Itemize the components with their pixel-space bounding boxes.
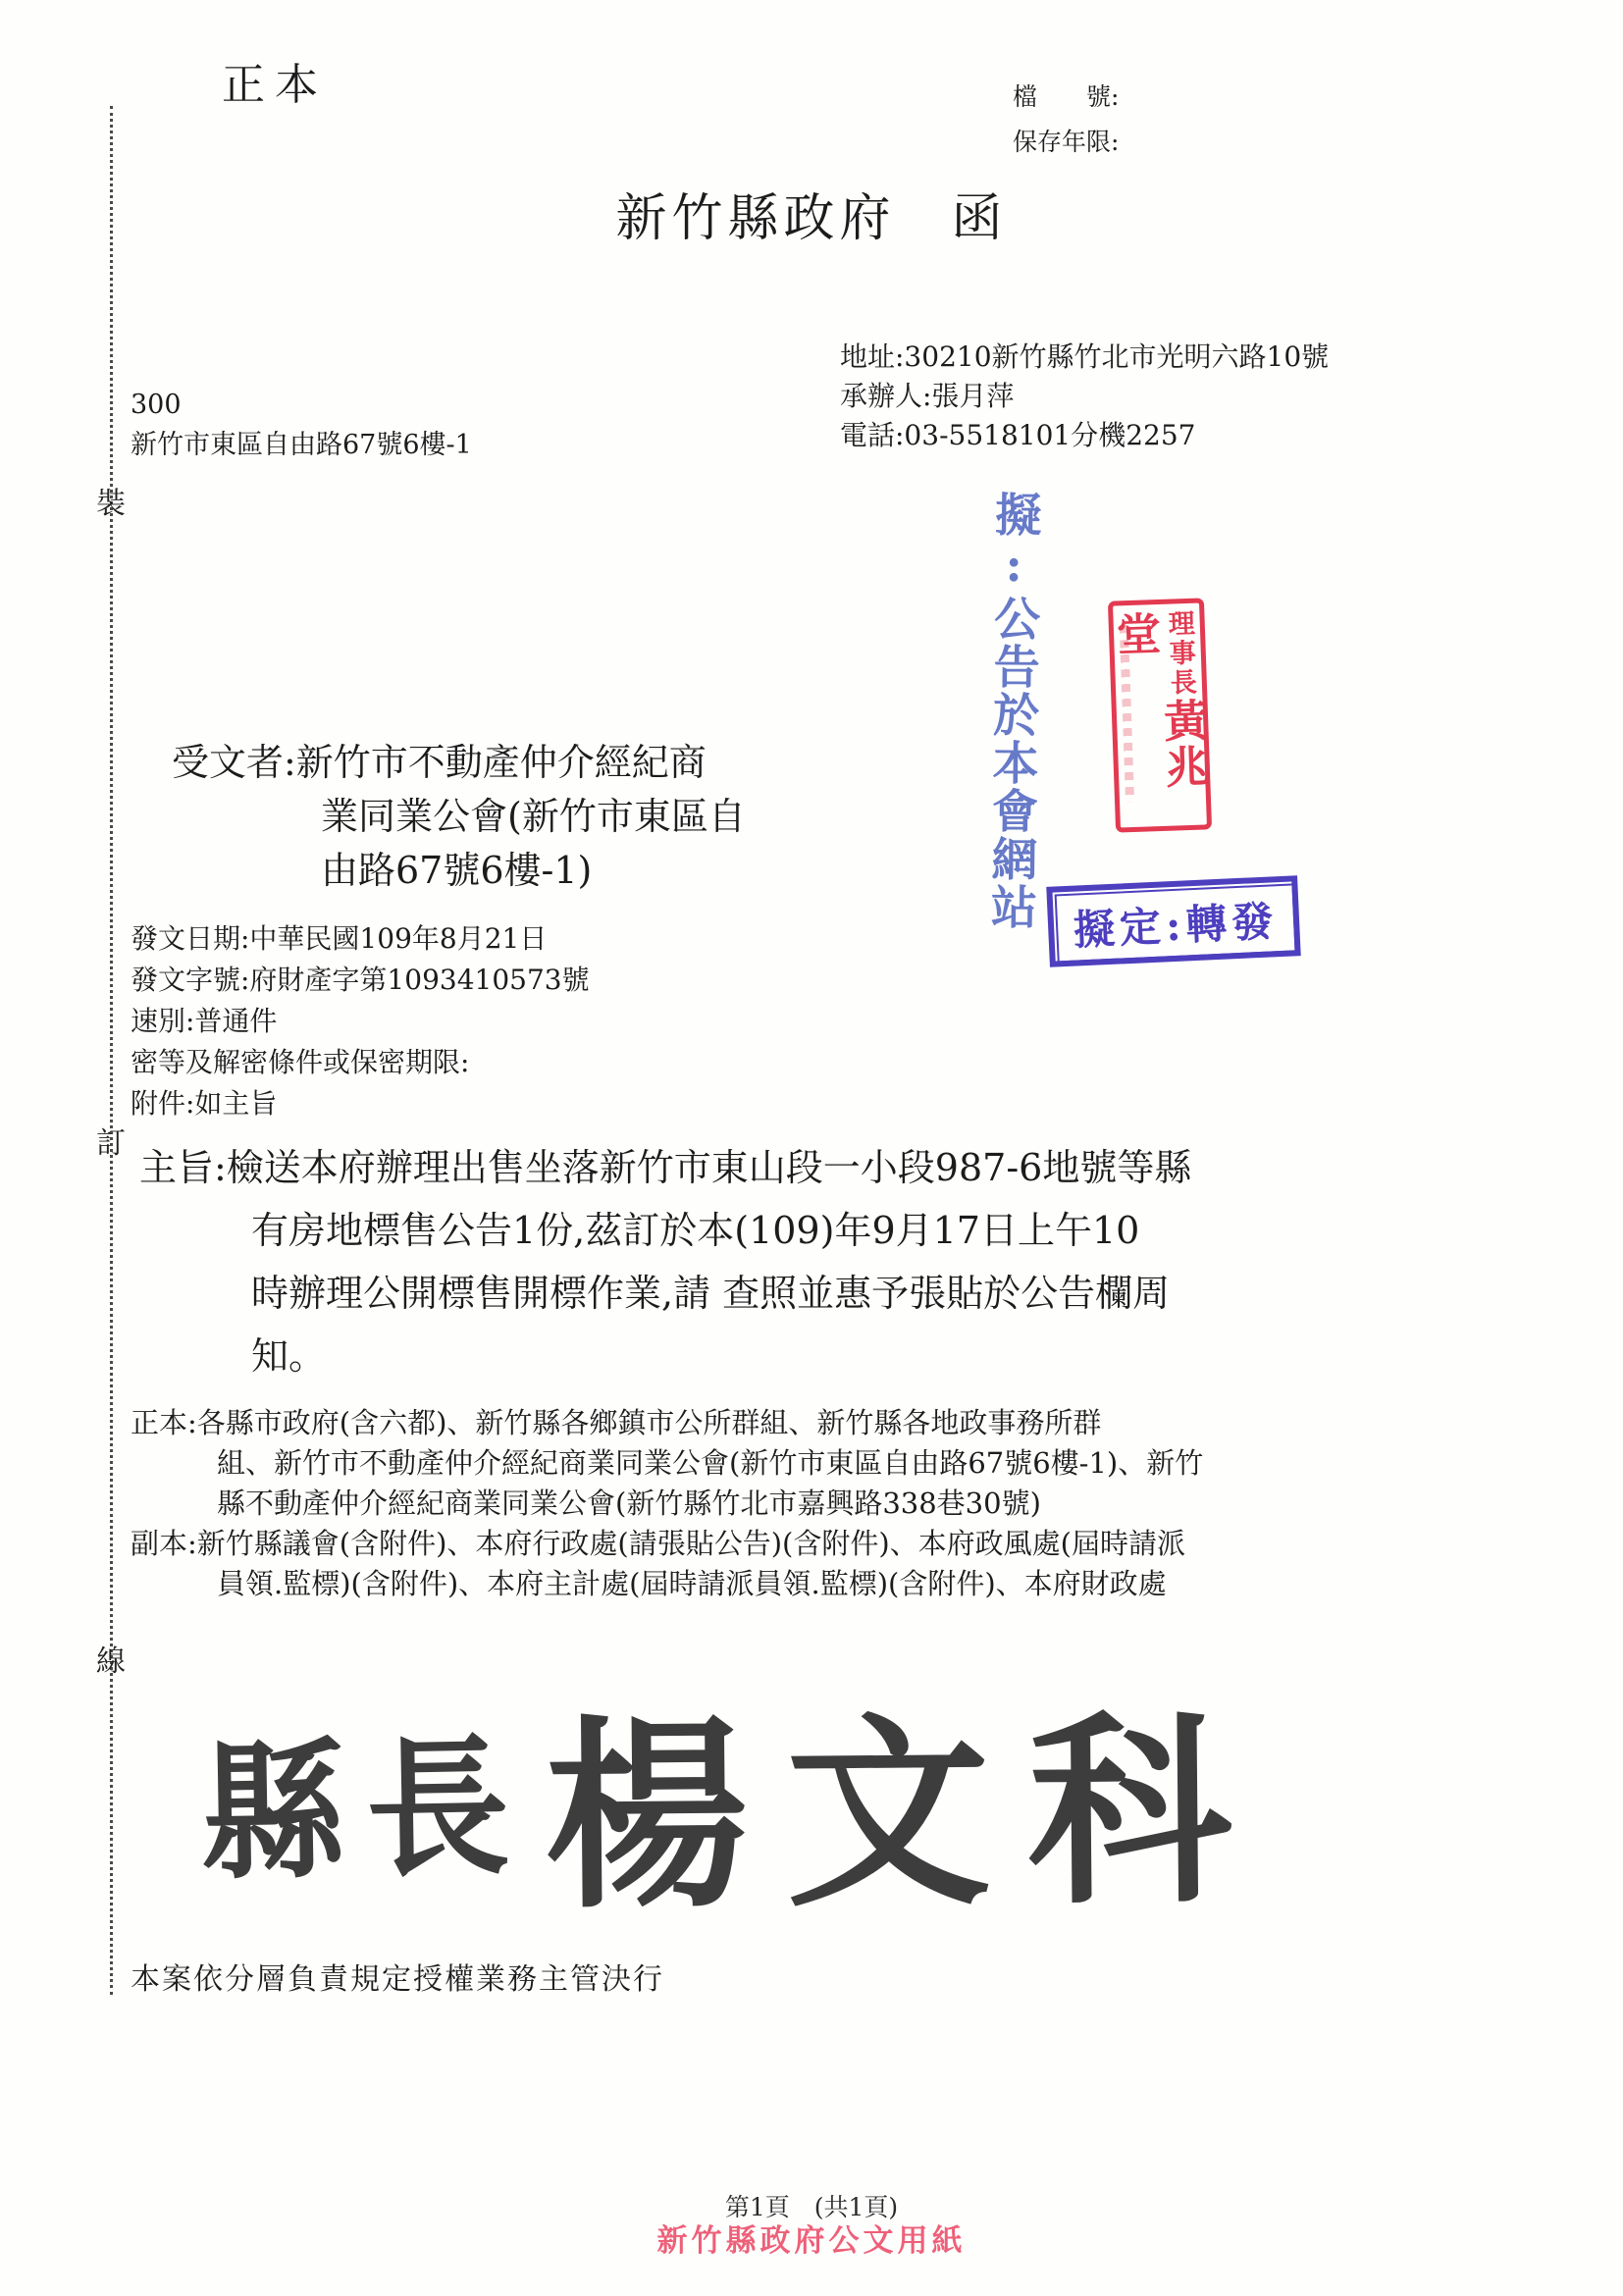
file-number-label: 檔 號:	[1013, 82, 1120, 111]
recipient-zip: 300	[131, 390, 182, 420]
delegation-note: 本案依分層負責規定授權業務主管決行	[131, 1962, 664, 1997]
magistrate-signature	[201, 1641, 1269, 1955]
signature-title: 縣長	[199, 1719, 533, 1902]
retention-period-label: 保存年限:	[1013, 128, 1120, 156]
signature-name: 楊文科	[544, 1691, 1271, 1938]
sender-address: 地址:30210新竹縣竹北市光明六路10號	[840, 340, 1330, 373]
cc-copy-list: 員領.監標)(含附件)、本府主計處(屆時請派員領.監標)(含附件)、本府財政處	[217, 1567, 1167, 1600]
subject-line: 主旨:檢送本府辦理出售坐落新竹市東山段一小段987-6地號等縣	[139, 1146, 1192, 1189]
cc-copy-list: 副本:新竹縣議會(含附件)、本府行政處(請張貼公告)(含附件)、本府政風處(屆時請派	[131, 1527, 1185, 1560]
subject-block	[139, 1136, 1191, 1387]
document-meta-block	[131, 918, 590, 1124]
recipient-line: 業同業公會(新竹市東區自	[321, 795, 746, 838]
page-number: 第1頁 (共1頁)	[724, 2193, 899, 2221]
recipient-line: 受文者:新竹市不動產仲介經紀商	[172, 741, 707, 784]
binding-dotted-line	[110, 106, 113, 1995]
security-class: 密等及解密條件或保密期限:	[131, 1046, 470, 1078]
document-title: 新竹縣政府 函	[615, 189, 1008, 248]
original-copy-list: 縣不動產仲介經紀商業同業公會(新竹縣竹北市嘉興路338巷30號)	[217, 1487, 1041, 1520]
recipient-line: 由路67號6樓-1)	[321, 849, 593, 892]
priority: 速別:普通件	[131, 1005, 278, 1037]
issue-date: 發文日期:中華民國109年8月21日	[131, 922, 548, 955]
binding-mark-ding: 訂	[96, 1126, 126, 1161]
distribution-block	[131, 1403, 1203, 1604]
recipient-block	[172, 736, 746, 898]
subject-line: 時辦理公開標售開標作業,請 查照並惠予張貼於公告欄周	[251, 1272, 1171, 1315]
chairman-red-stamp	[1108, 598, 1212, 832]
original-copy-list: 正本:各縣市政府(含六都)、新竹縣各鄉鎮市公所群組、新竹縣各地政事務所群	[131, 1406, 1102, 1439]
copy-type-label: 正本	[222, 60, 328, 110]
sender-contact-block	[840, 338, 1329, 455]
red-stamp-title: 理事長	[1163, 608, 1197, 699]
red-stamp-name: 黃兆堂	[1108, 609, 1211, 792]
subject-line: 知。	[251, 1334, 327, 1378]
binding-mark-zhuang: 裝	[96, 487, 126, 521]
official-paper-label: 新竹縣政府公文用紙	[656, 2223, 967, 2259]
recipient-street: 新竹市東區自由路67號6樓-1	[131, 430, 472, 460]
binding-mark-xian: 線	[96, 1644, 126, 1679]
decision-blue-stamp-text: 擬定:轉發	[1055, 883, 1297, 963]
handwritten-blue-note: 擬:公告於本會網站	[982, 490, 1042, 932]
attachment: 附件:如主旨	[131, 1087, 278, 1120]
sender-contact-person: 承辦人:張月萍	[840, 380, 1015, 412]
issue-number: 發文字號:府財產字第1093410573號	[131, 964, 590, 996]
original-copy-list: 組、新竹市不動產仲介經紀商業同業公會(新竹市東區自由路67號6樓-1)、新竹	[217, 1446, 1204, 1480]
subject-line: 有房地標售公告1份,茲訂於本(109)年9月17日上午10	[251, 1209, 1140, 1252]
decision-blue-stamp	[1046, 875, 1300, 967]
recipient-postal-block	[131, 385, 472, 465]
sender-phone: 電話:03-5518101分機2257	[840, 419, 1196, 451]
file-number-block	[1013, 75, 1119, 165]
